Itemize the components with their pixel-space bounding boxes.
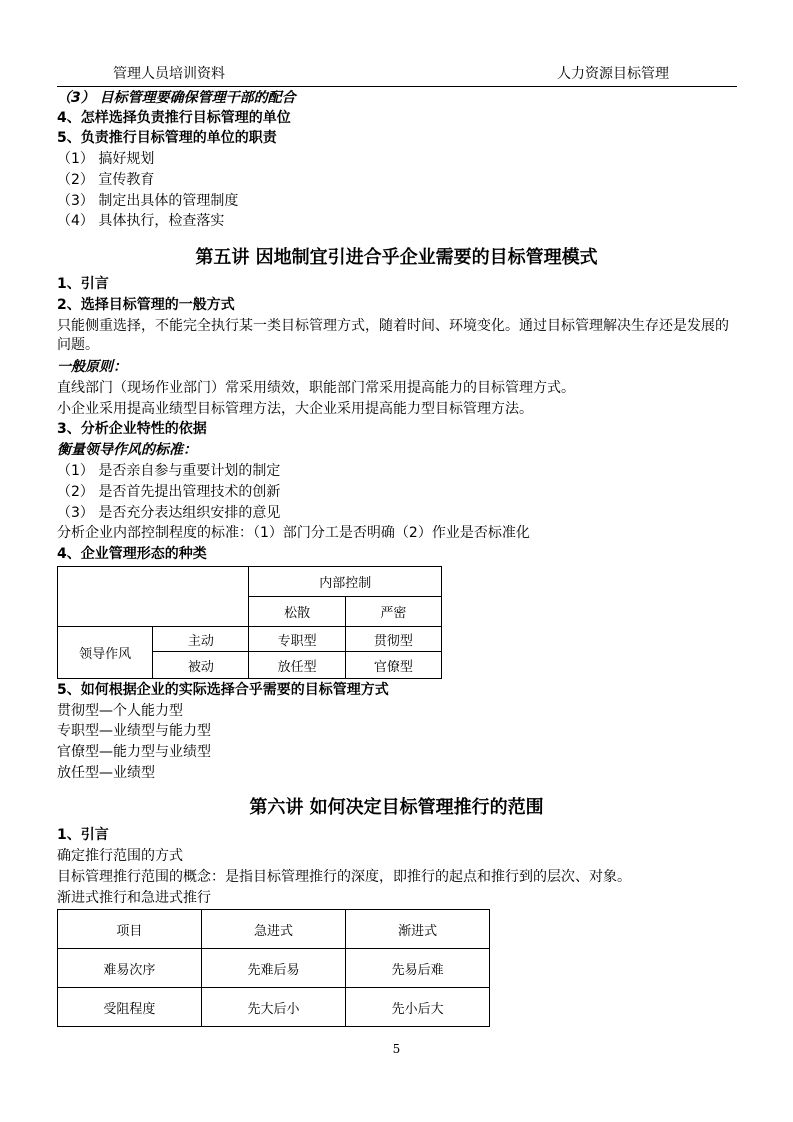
l5-heading-3: 3、分析企业特性的依据: [57, 421, 207, 437]
cell-resistance-rapid: 先大后小: [201, 988, 346, 1027]
header-left: 管理人员培训资料: [113, 66, 225, 82]
cell-passive-strict: 官僚型: [345, 652, 441, 679]
duty-3: （3） 制定出具体的管理制度: [57, 193, 239, 209]
row-label-difficulty: 难易次序: [58, 949, 202, 988]
leadership-criteria-label: 衡量领导作风的标准：: [57, 442, 197, 458]
cell-active-loose: 专职型: [249, 627, 345, 652]
internal-control-criteria: 分析企业内部控制程度的标准：（1）部门分工是否明确（2）作业是否标准化: [57, 525, 530, 541]
col-header-gradual: 渐进式: [346, 910, 490, 949]
loose-header: 松散: [249, 597, 345, 627]
duty-2: （2） 宣传教育: [57, 172, 155, 188]
principle-2: 小企业采用提高业绩型目标管理方法，大企业采用提高能力型目标管理方法。: [57, 401, 533, 417]
leadership-style-label: 领导作风: [58, 627, 153, 679]
internal-control-header: 内部控制: [249, 567, 442, 597]
col-header-rapid: 急进式: [201, 910, 346, 949]
cell-resistance-gradual: 先小后大: [346, 988, 490, 1027]
heading-4: 4、怎样选择负责推行目标管理的单位: [57, 110, 291, 126]
criteria-1: （1） 是否亲自参与重要计划的制定: [57, 463, 281, 479]
duty-4: （4） 具体执行，检查落实: [57, 213, 225, 229]
scope-concept: 目标管理推行范围的概念：是指目标管理推行的深度，即推行的起点和推行到的层次、对象。: [57, 869, 631, 885]
table-row: [58, 949, 490, 988]
l5-heading-2: 2、选择目标管理的一般方式: [57, 297, 235, 313]
type-2: 专职型—业绩型与能力型: [57, 723, 211, 739]
scope-method: 确定推行范围的方式: [57, 848, 183, 864]
table1-corner: [58, 567, 249, 627]
general-principle-label: 一般原则：: [57, 359, 127, 375]
passive-label: 被动: [153, 652, 249, 679]
active-label: 主动: [153, 627, 249, 652]
l5-heading-4: 4、企业管理形态的种类: [57, 546, 207, 562]
row-label-resistance: 受阻程度: [58, 988, 202, 1027]
cell-difficulty-gradual: 先易后难: [346, 949, 490, 988]
criteria-2: （2） 是否首先提出管理技术的创新: [57, 484, 281, 500]
management-form-table: [57, 566, 442, 679]
cell-active-strict: 贯彻型: [345, 627, 441, 652]
rollout-types: 渐进式推行和急进式推行: [57, 890, 211, 906]
type-3: 官僚型—能力型与业绩型: [57, 744, 211, 760]
table-row: [58, 988, 490, 1027]
col-header-item: 项目: [58, 910, 202, 949]
cell-passive-loose: 放任型: [249, 652, 345, 679]
rollout-comparison-table: [57, 909, 490, 1027]
duty-1: （1） 搞好规划: [57, 151, 155, 167]
criteria-3: （3） 是否充分表达组织安排的意见: [57, 505, 281, 521]
type-1: 贯彻型—个人能力型: [57, 703, 183, 719]
principle-1: 直线部门（现场作业部门）常采用绩效，职能部门常采用提高能力的目标管理方式。: [57, 380, 575, 396]
lecture-6-title: 第六讲 如何决定目标管理推行的范围: [249, 797, 544, 818]
strict-header: 严密: [345, 597, 441, 627]
cell-difficulty-rapid: 先难后易: [201, 949, 346, 988]
l5-paragraph: 只能侧重选择，不能完全执行某一类目标管理方式，随着时间、环境变化。通过目标管理解决生存还是发展的问题。: [57, 318, 729, 353]
heading-5: 5、负责推行目标管理的单位的职责: [57, 130, 277, 146]
lecture-5-title: 第五讲 因地制宜引进合乎企业需要的目标管理模式: [195, 247, 598, 268]
page-number: 5: [392, 1042, 401, 1056]
l6-intro: 1、引言: [57, 827, 109, 843]
header-rule: [57, 86, 737, 87]
header-right: 人力资源目标管理: [557, 66, 669, 82]
l5-intro: 1、引言: [57, 276, 109, 292]
l5-heading-5: 5、如何根据企业的实际选择合乎需要的目标管理方式: [57, 682, 389, 698]
type-4: 放任型—业绩型: [57, 765, 155, 781]
item-3-cooperation: （3） 目标管理要确保管理干部的配合: [57, 90, 296, 106]
